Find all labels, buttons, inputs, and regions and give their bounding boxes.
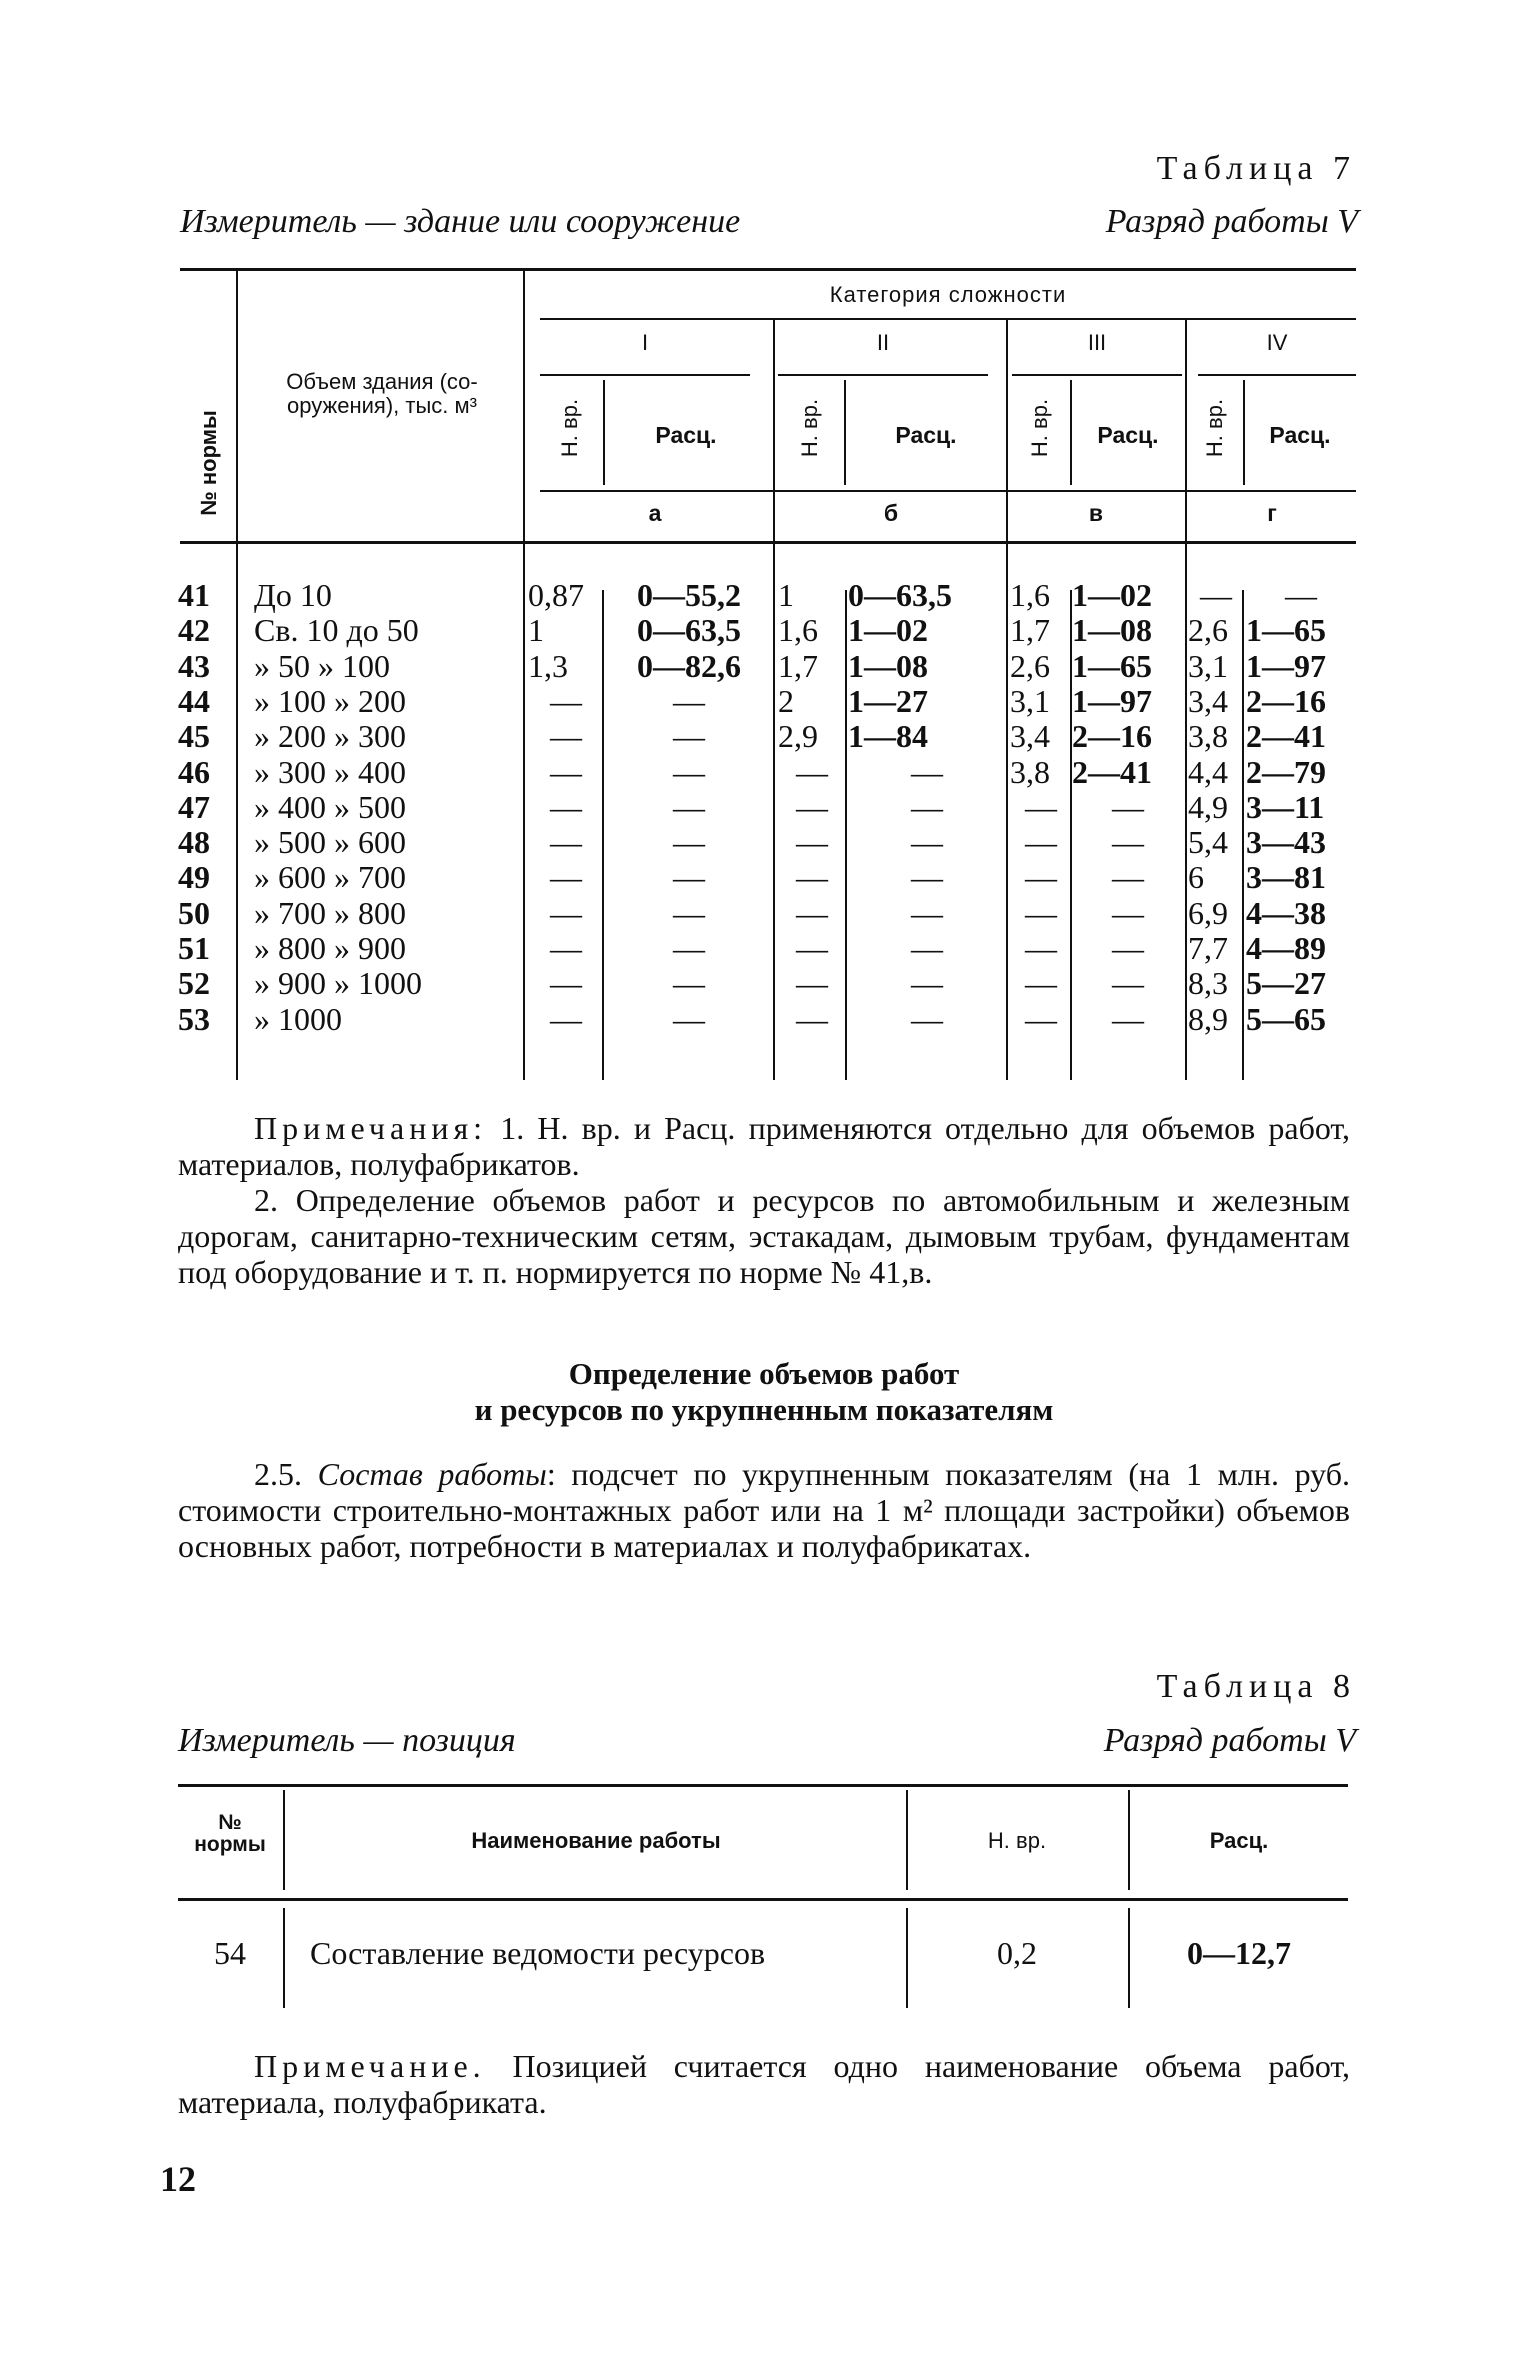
row-52-cell-1: —	[673, 965, 705, 1002]
table8-meter: Измеритель — позиция	[178, 1722, 516, 1759]
row-44-number: 44	[178, 682, 210, 719]
row-45-cell-2: 2,9	[778, 718, 818, 755]
row-41-volume: До 10	[254, 577, 332, 613]
row-53-cell-6: 8,9	[1188, 1000, 1228, 1037]
row-50-cell-3: —	[911, 894, 943, 931]
row-51-cell-0: —	[550, 930, 582, 966]
row-47-cell-0: —	[550, 788, 582, 825]
row-45-cell-4: 3,4	[1010, 718, 1050, 755]
section-paragraph: 2.5. Состав работы: подсчет по укрупненным показателям (на 1 млн. руб. стоимости строительно-монтажных работ или на 1 м² площади застройки) объемов основных работ, потребности в материалах и полуфабрикатах.	[178, 1456, 1351, 1564]
cat-4-rasc-header: Расц.	[1269, 422, 1331, 448]
row-43-volume: » 50 » 100	[254, 647, 390, 684]
row-43-cell-1: 0—82,6	[637, 647, 741, 684]
row-47-cell-2: —	[796, 788, 828, 825]
row-47-cell-3: —	[911, 788, 943, 825]
row-46-number: 46	[178, 753, 210, 790]
table7-meter: Измеритель — здание или сооружение	[180, 203, 741, 240]
row-47-cell-6: 4,9	[1188, 788, 1228, 825]
row-53-cell-1: —	[673, 1000, 705, 1037]
row-43-number: 43	[178, 647, 210, 684]
row-43-cell-4: 2,6	[1010, 647, 1050, 684]
row-53-cell-3: —	[911, 1000, 943, 1037]
row-51-cell-5: —	[1112, 930, 1144, 966]
page-number: 12	[160, 2159, 196, 2199]
note8-label: Примечание.	[254, 2048, 486, 2084]
row-51-number: 51	[178, 930, 210, 966]
table7-top-rule	[180, 268, 1356, 271]
row-43-cell-2: 1,7	[778, 647, 818, 684]
t8-col-rasc-header: Расц.	[1209, 1828, 1269, 1853]
row-46-cell-4: 3,8	[1010, 753, 1050, 790]
t8-row-name: Составление ведомости ресурсов	[310, 1935, 766, 1971]
row-41-cell-3: 0—63,5	[848, 577, 952, 613]
row-42-cell-7: 1—65	[1246, 612, 1326, 649]
cat-2-header: II	[876, 330, 890, 355]
notes7-n2: 2. Определение объемов работ и ресурсов по автомобильным и железным дорогам, санитарно-техническим сетям, эстакадам, дымовым трубам, фундаментам под оборудование и т. п. нормируется по норме № 41,в.	[178, 1182, 1350, 1290]
row-44-cell-0: —	[550, 682, 582, 719]
section-heading-line1: Определение объемов работ	[568, 1356, 960, 1391]
row-49-cell-4: —	[1025, 859, 1057, 896]
cat-3-header: III	[1087, 330, 1107, 355]
row-44-cell-7: 2—16	[1246, 682, 1326, 719]
cat-3-nvr-header: Н. вр.	[1027, 398, 1052, 458]
row-52-cell-4: —	[1025, 965, 1057, 1002]
row-53-cell-2: —	[796, 1000, 828, 1037]
row-45-number: 45	[178, 718, 210, 755]
row-41-cell-0: 0,87	[528, 577, 584, 613]
row-51-cell-3: —	[911, 930, 943, 966]
table7-title: Таблица 7	[1156, 150, 1356, 187]
row-45-cell-7: 2—41	[1246, 718, 1326, 755]
row-48-cell-3: —	[911, 824, 943, 861]
row-41-cell-4: 1,6	[1010, 577, 1050, 613]
row-46-cell-1: —	[673, 753, 705, 790]
row-48-cell-1: —	[673, 824, 705, 861]
row-50-volume: » 700 » 800	[254, 894, 406, 931]
row-46-cell-2: —	[796, 753, 828, 790]
cat-2-rasc-header: Расц.	[895, 422, 957, 448]
row-50-cell-1: —	[673, 894, 705, 931]
cat-4-header: IV	[1266, 330, 1288, 355]
t8-col-name-header: Наименование работы	[471, 1828, 721, 1853]
row-49-volume: » 600 » 700	[254, 859, 406, 896]
row-52-cell-5: —	[1112, 965, 1144, 1002]
row-49-cell-7: 3—81	[1246, 859, 1326, 896]
row-46-cell-5: 2—41	[1072, 753, 1152, 790]
row-53-cell-4: —	[1025, 1000, 1057, 1037]
row-49-cell-3: —	[911, 859, 943, 896]
row-51-cell-6: 7,7	[1188, 930, 1228, 966]
row-48-cell-4: —	[1025, 824, 1057, 861]
row-51-cell-4: —	[1025, 930, 1057, 966]
row-43-cell-6: 3,1	[1188, 647, 1228, 684]
row-42-number: 42	[178, 612, 210, 649]
row-45-cell-6: 3,8	[1188, 718, 1228, 755]
t8-col-no-header: № нормы	[194, 1811, 266, 1856]
row-48-cell-7: 3—43	[1246, 824, 1326, 861]
row-47-cell-5: —	[1112, 788, 1144, 825]
row-48-cell-6: 5,4	[1188, 824, 1228, 861]
cat-4-nvr-header: Н. вр.	[1202, 398, 1227, 458]
row-41-cell-1: 0—55,2	[637, 577, 741, 613]
row-53-volume: » 1000	[254, 1000, 342, 1037]
t8-row-nvr: 0,2	[997, 1935, 1037, 1971]
row-41-cell-2: 1	[778, 577, 794, 613]
row-48-cell-0: —	[550, 824, 582, 861]
row-47-number: 47	[178, 788, 210, 825]
row-53-number: 53	[178, 1000, 210, 1037]
row-52-volume: » 900 » 1000	[254, 965, 422, 1002]
row-52-cell-7: 5—27	[1246, 965, 1326, 1002]
row-44-cell-4: 3,1	[1010, 682, 1050, 719]
note8: Примечание. Позицией считается одно наименование объема работ, материала, полуфабриката.	[178, 2048, 1350, 2120]
table8-grade: Разряд работы V	[1103, 1722, 1356, 1759]
row-43-cell-0: 1,3	[528, 647, 568, 684]
row-47-cell-7: 3—11	[1246, 788, 1325, 825]
letter-b: б	[883, 500, 899, 526]
t8-row-rasc: 0—12,7	[1187, 1935, 1291, 1971]
row-49-cell-0: —	[550, 859, 582, 896]
table7-grade: Разряд работы V	[1105, 203, 1358, 240]
row-45-cell-3: 1—84	[848, 718, 928, 755]
row-51-cell-1: —	[673, 930, 705, 966]
row-53-cell-7: 5—65	[1246, 1000, 1326, 1037]
row-43-cell-7: 1—97	[1246, 647, 1326, 684]
cat-1-rasc-header: Расц.	[655, 422, 717, 448]
row-51-cell-2: —	[796, 930, 828, 966]
table7-header-rule	[180, 541, 1356, 544]
row-45-cell-5: 2—16	[1072, 718, 1152, 755]
table8-title: Таблица 8	[1156, 1668, 1356, 1705]
row-47-cell-1: —	[673, 788, 705, 825]
row-51-cell-7: 4—89	[1246, 930, 1326, 966]
row-50-cell-0: —	[550, 894, 582, 931]
row-41-cell-6: —	[1200, 577, 1232, 613]
row-46-cell-6: 4,4	[1188, 753, 1228, 790]
row-44-cell-2: 2	[778, 682, 794, 719]
row-47-volume: » 400 » 500	[254, 788, 406, 825]
row-42-cell-2: 1,6	[778, 612, 818, 649]
row-49-cell-2: —	[796, 859, 828, 896]
row-44-cell-6: 3,4	[1188, 682, 1228, 719]
cat-3-rasc-header: Расц.	[1097, 422, 1159, 448]
table7-category-rule	[540, 318, 1356, 320]
row-48-number: 48	[178, 824, 210, 861]
row-45-cell-1: —	[673, 718, 705, 755]
row-41-cell-5: 1—02	[1072, 577, 1152, 613]
row-46-cell-0: —	[550, 753, 582, 790]
row-41-number: 41	[178, 577, 210, 613]
row-53-cell-0: —	[550, 1000, 582, 1037]
row-41-cell-7: —	[1285, 577, 1317, 613]
row-52-cell-3: —	[911, 965, 943, 1002]
letter-a: а	[648, 500, 662, 526]
row-42-cell-0: 1	[528, 612, 544, 649]
row-49-number: 49	[178, 859, 210, 896]
row-49-cell-6: 6	[1188, 859, 1204, 896]
row-46-volume: » 300 » 400	[254, 753, 406, 790]
row-53-cell-5: —	[1112, 1000, 1144, 1037]
category-header: Категория сложности	[829, 282, 1067, 307]
row-42-cell-4: 1,7	[1010, 612, 1050, 649]
row-50-cell-5: —	[1112, 894, 1144, 931]
row-51-volume: » 800 » 900	[254, 930, 406, 966]
col-norm-number-header: № нормы	[196, 410, 221, 516]
row-49-cell-1: —	[673, 859, 705, 896]
t8-row-no: 54	[214, 1935, 246, 1971]
section-heading-line2: и ресурсов по укрупненным показателям	[474, 1392, 1054, 1427]
row-48-volume: » 500 » 600	[254, 824, 406, 861]
row-44-cell-5: 1—97	[1072, 682, 1152, 719]
row-42-volume: Св. 10 до 50	[254, 612, 419, 649]
row-47-cell-4: —	[1025, 788, 1057, 825]
row-42-cell-5: 1—08	[1072, 612, 1152, 649]
row-48-cell-5: —	[1112, 824, 1144, 861]
row-50-cell-7: 4—38	[1246, 894, 1326, 931]
row-48-cell-2: —	[796, 824, 828, 861]
row-52-cell-6: 8,3	[1188, 965, 1228, 1002]
col-volume-header: Объем здания (со-оружения), тыс. м³	[286, 369, 478, 418]
letter-g: г	[1267, 500, 1277, 526]
row-46-cell-3: —	[911, 753, 943, 790]
row-52-cell-0: —	[550, 965, 582, 1002]
letter-v: в	[1088, 500, 1104, 526]
notes7-label: Примечания:	[254, 1110, 488, 1146]
row-44-cell-1: —	[673, 682, 705, 719]
cat-2-nvr-header: Н. вр.	[797, 398, 822, 458]
row-49-cell-5: —	[1112, 859, 1144, 896]
t8-col-nvr-header: Н. вр.	[987, 1828, 1047, 1853]
row-43-cell-3: 1—08	[848, 647, 928, 684]
row-50-cell-4: —	[1025, 894, 1057, 931]
row-46-cell-7: 2—79	[1246, 753, 1326, 790]
row-50-cell-6: 6,9	[1188, 894, 1228, 931]
row-45-cell-0: —	[550, 718, 582, 755]
row-45-volume: » 200 » 300	[254, 718, 406, 755]
row-42-cell-6: 2,6	[1188, 612, 1228, 649]
row-44-volume: » 100 » 200	[254, 682, 406, 719]
notes7-n1: Примечания: 1. Н. вр. и Расц. применяются отдельно для объемов работ, материалов, полуфабрикатов.	[178, 1110, 1350, 1182]
row-43-cell-5: 1—65	[1072, 647, 1152, 684]
row-44-cell-3: 1—27	[848, 682, 928, 719]
cat-1-nvr-header: Н. вр.	[557, 398, 582, 458]
row-42-cell-3: 1—02	[848, 612, 928, 649]
row-52-number: 52	[178, 965, 210, 1002]
cat-1-header: I	[641, 330, 649, 355]
row-50-cell-2: —	[796, 894, 828, 931]
row-42-cell-1: 0—63,5	[637, 612, 741, 649]
row-50-number: 50	[178, 894, 210, 931]
row-52-cell-2: —	[796, 965, 828, 1002]
